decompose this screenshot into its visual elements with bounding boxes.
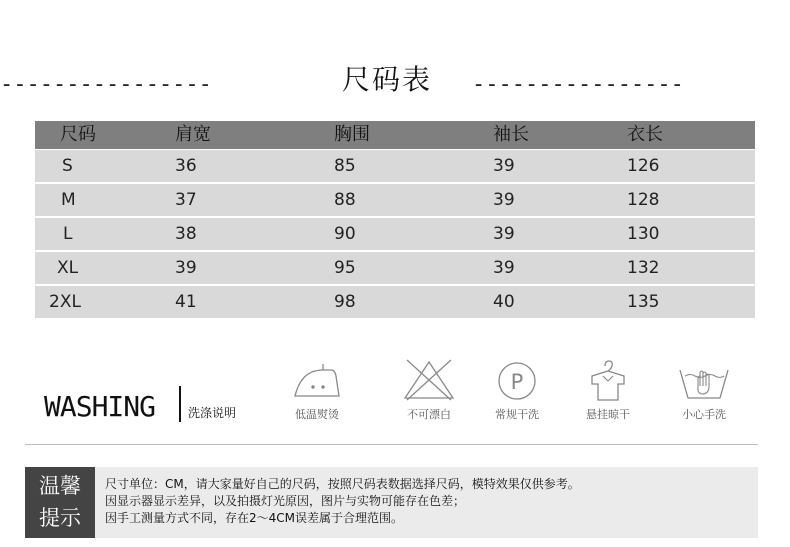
notice-box — [25, 467, 758, 538]
sleeve-cell: 39 — [493, 258, 515, 278]
care-item-dryclean — [482, 358, 552, 422]
shoulder-cell: 37 — [175, 190, 197, 210]
table-row — [35, 218, 755, 250]
chest-cell: 95 — [334, 258, 356, 278]
washing-divider — [179, 386, 181, 422]
length-cell: 132 — [627, 258, 660, 278]
title-dashes-left: ---------------- — [0, 72, 212, 97]
size-cell: L — [63, 224, 73, 244]
notice-text — [105, 476, 580, 527]
header-chest: 胸围 — [334, 124, 370, 145]
chest-cell: 88 — [334, 190, 356, 210]
table-row — [35, 184, 755, 216]
care-label-dryclean: 常规干洗 — [495, 408, 539, 421]
table-row — [35, 286, 755, 318]
chest-cell: 90 — [334, 224, 356, 244]
sleeve-cell: 40 — [493, 292, 515, 312]
shoulder-cell: 36 — [175, 156, 197, 176]
iron-low-temp-icon — [289, 358, 345, 402]
table-row — [35, 150, 755, 182]
length-cell: 126 — [627, 156, 660, 176]
title-row — [0, 58, 790, 98]
header-size: 尺码 — [60, 124, 96, 145]
chest-cell: 98 — [334, 292, 356, 312]
dry-clean-p-icon — [489, 358, 545, 402]
no-bleach-icon — [401, 358, 457, 402]
chest-cell: 85 — [334, 156, 356, 176]
sleeve-cell: 39 — [493, 190, 515, 210]
care-label-handwash: 小心手洗 — [682, 408, 726, 421]
shoulder-cell: 41 — [175, 292, 197, 312]
notice-label — [25, 467, 95, 538]
title-dashes-right: ---------------- — [472, 72, 684, 97]
header-sleeve: 袖长 — [493, 124, 529, 145]
header-shoulder: 肩宽 — [175, 124, 211, 145]
hand-wash-icon — [676, 358, 732, 402]
page-title: 尺码表 — [342, 63, 433, 96]
care-label-bleach: 不可漂白 — [407, 408, 451, 421]
section-divider — [25, 444, 758, 445]
washing-subtitle: 洗涤说明 — [188, 406, 237, 420]
length-cell: 135 — [627, 292, 660, 312]
size-cell: S — [62, 156, 73, 176]
size-cell: M — [61, 190, 76, 210]
length-cell: 128 — [627, 190, 660, 210]
shoulder-cell: 38 — [175, 224, 197, 244]
size-table — [35, 121, 755, 320]
sleeve-cell: 39 — [493, 156, 515, 176]
header-length: 衣长 — [627, 124, 663, 145]
care-item-bleach — [394, 358, 464, 422]
sleeve-cell: 39 — [493, 224, 515, 244]
notice-line: 尺寸单位：CM，请大家量好自己的尺码，按照尺码表数据选择尺码，模特效果仅供参考。 — [105, 477, 580, 491]
table-header-row — [35, 121, 755, 149]
size-cell: 2XL — [49, 292, 81, 312]
care-label-iron: 低温熨烫 — [295, 408, 339, 421]
notice-line: 因手工测量方式不同，存在2～4CM误差属于合理范围。 — [105, 511, 404, 525]
care-item-handwash — [669, 358, 739, 422]
care-label-hangdry: 悬挂晾干 — [586, 408, 630, 421]
notice-label-line1: 温馨 — [39, 474, 81, 498]
care-item-hangdry — [573, 358, 643, 422]
shoulder-cell: 39 — [175, 258, 197, 278]
notice-line: 因显示器显示差异，以及拍摄灯光原因，图片与实物可能存在色差； — [105, 494, 466, 508]
washing-title: WASHING — [44, 390, 156, 423]
hang-dry-icon — [580, 358, 636, 402]
size-cell: XL — [57, 258, 79, 278]
table-row — [35, 252, 755, 284]
notice-label-line2: 提示 — [39, 506, 81, 530]
svg-text:P: P — [510, 370, 524, 394]
care-item-iron — [282, 358, 352, 422]
length-cell: 130 — [627, 224, 660, 244]
